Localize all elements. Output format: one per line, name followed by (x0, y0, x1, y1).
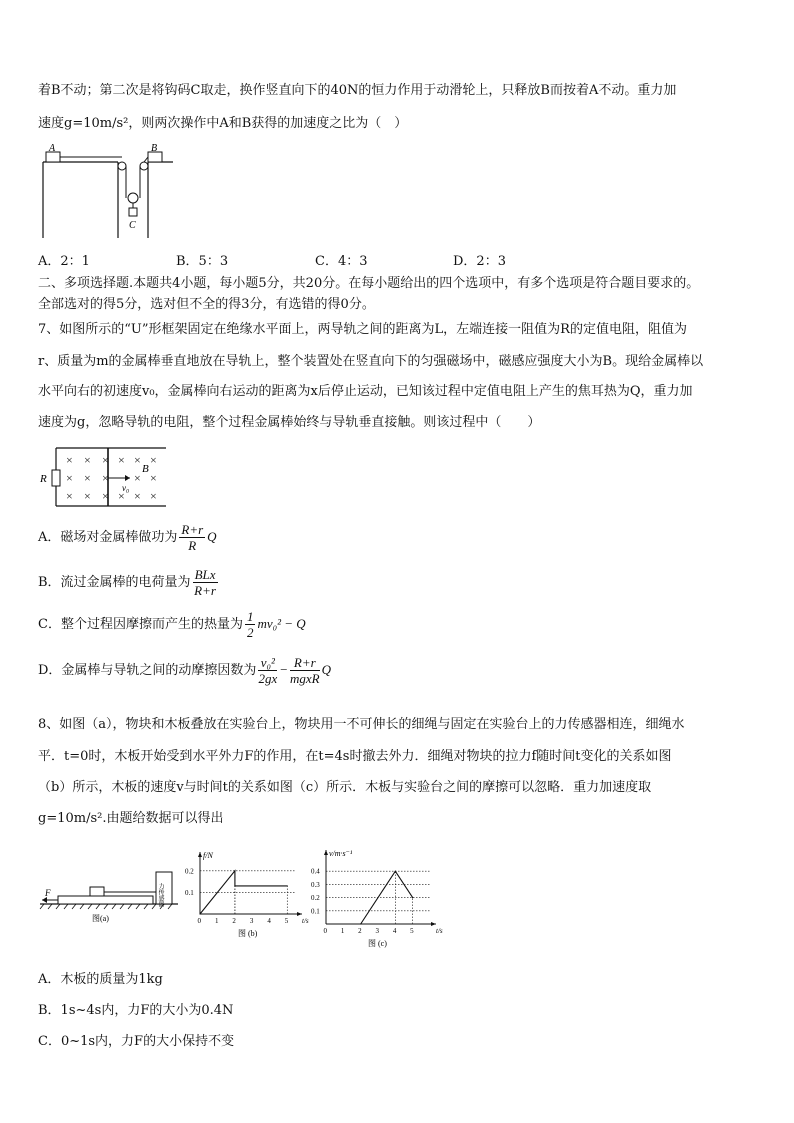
q7-option-a: A．磁场对金属棒做功为 $\frac{R+r}{R}$ Q (38, 522, 217, 553)
x-tick-label: 3 (249, 917, 254, 925)
q8-stem-line1: 8、如图（a），物块和木板叠放在实验台上，物块用一不可伸长的细绳与固定在实验台上的力传感器相连，细绳水 (38, 717, 685, 732)
q8-option-b: B．1s~4s内，力F的大小为0.4N (38, 1003, 234, 1018)
q8-stem-line3: （b）所示，木板的速度v与时间t的关系如图（c）所示．木板与实验台之间的摩擦可以忽略．重力加速度取 (38, 780, 652, 795)
q6-option-b: B．5：3 (176, 254, 229, 269)
q8-option-c: C．0~1s内，力F的大小保持不变 (38, 1034, 235, 1049)
q8-chart-b (186, 842, 316, 950)
resistor (52, 470, 60, 486)
chart-title: 图 (c) (368, 939, 387, 948)
x-tick-label: 5 (410, 927, 414, 935)
svg-text:×: × (118, 489, 125, 503)
svg-text:×: × (84, 489, 91, 503)
q8-option-a: A．木板的质量为1kg (38, 972, 163, 987)
y-tick-label: 0.2 (311, 894, 320, 903)
q7-stem-line4: 速度为g，忽略导轨的电阻，整个过程金属棒始终与导轨垂直接触。则该过程中（ ） (38, 415, 541, 430)
y-axis-label: f/N (203, 851, 213, 860)
data-point (360, 923, 361, 924)
q8-stem-line2: 平．t=0时，木板开始受到水平外力F的作用，在t=4s时撤去外力．细绳对物块的拉力f随时间t变化的关系如图 (38, 749, 672, 764)
x-axis-label: t/s (302, 917, 309, 925)
data-point (234, 885, 235, 886)
svg-text:×: × (66, 453, 73, 467)
label-a: A (49, 143, 56, 154)
q8-chart-c (310, 842, 444, 954)
svg-text:×: × (134, 471, 141, 485)
q7-stem-line3: 水平向右的初速度v₀，金属棒向右运动的距离为x后停止运动，已知该过程中定值电阻上产生的焦耳热为Q，重力加 (38, 384, 693, 399)
board (58, 896, 153, 904)
x-tick-label: 3 (375, 927, 379, 935)
q8-stem-line4: g=10m/s².由题给数据可以得出 (38, 811, 224, 826)
q7-option-d: D．金属棒与导轨之间的动摩擦因数为 $\frac{\text{v₀²}}{2gx}$ − $\frac{R+r}{\text{mgxR}}$ Q (38, 655, 331, 686)
y-tick-label: 0.4 (311, 867, 320, 876)
x-tick-label: 1 (214, 917, 219, 925)
x-tick-label: 2 (232, 917, 236, 925)
svg-text:×: × (102, 489, 109, 503)
data-point (199, 913, 200, 914)
svg-text:×: × (102, 471, 109, 485)
weight-c (129, 208, 137, 216)
data-point (287, 885, 288, 886)
x-tick-label: 4 (267, 917, 271, 925)
q7-u-frame-figure (38, 444, 170, 512)
q6-option-a: A．2：1 (38, 254, 90, 269)
q7-option-c: C．整个过程因摩擦而产生的热量为 $\frac{1}{2}$ mv₀² − Q (38, 609, 306, 640)
q7-stem-line2: r、质量为m的金属棒垂直地放在导轨上，整个装置处在竖直向下的匀强磁场中，磁感应强度大小为B。现给金属棒以 (38, 354, 704, 369)
fig-a-caption: 图(a) (92, 914, 109, 923)
q7-option-b: B．流过金属棒的电荷量为 $\frac{\text{BLx}}{R+r}$ (38, 567, 216, 598)
svg-text:×: × (102, 453, 109, 467)
svg-text:×: × (150, 471, 157, 485)
y-tick-label: 0.2 (185, 867, 194, 876)
x-tick-label: 0 (197, 917, 201, 925)
data-point (234, 870, 235, 871)
x-tick-label: 4 (392, 927, 397, 935)
force-label: F (45, 888, 51, 898)
svg-text:×: × (150, 453, 157, 467)
svg-text:×: × (84, 471, 91, 485)
svg-text:×: × (66, 489, 73, 503)
q8-figure-a (38, 866, 178, 926)
svg-text:×: × (118, 453, 125, 467)
q6-option-d: D．2：3 (453, 254, 506, 269)
q6-stem-line1: 着B不动；第二次是将钩码C取走，换作竖直向下的40N的恒力作用于动滑轮上，只释放B而按着A不动。重力加 (38, 83, 677, 98)
y-tick-label: 0.3 (311, 880, 320, 889)
label-c: C (129, 220, 136, 231)
force-sensor-label: 力传感器 (157, 883, 163, 907)
x-tick-label: 2 (358, 927, 362, 935)
x-tick-label: 1 (340, 927, 345, 935)
svg-text:×: × (134, 489, 141, 503)
chart-title: 图 (b) (238, 929, 258, 938)
q6-option-c: C．4：3 (315, 254, 368, 269)
svg-text:×: × (66, 471, 73, 485)
section-header-line2: 全部选对的得5分，选对但不全的得3分，有选错的得0分。 (38, 297, 375, 312)
x-tick-label: 5 (284, 917, 289, 925)
block (90, 887, 104, 896)
resistor-label: R (40, 473, 47, 485)
y-tick-label: 0.1 (311, 907, 320, 916)
svg-text:×: × (84, 453, 91, 467)
y-axis-label: v/m·s⁻¹ (329, 849, 353, 858)
label-b: B (151, 143, 158, 154)
y-tick-label: 0.1 (185, 888, 194, 897)
q6-pulley-figure (38, 140, 178, 240)
q6-stem-line2: 速度g=10m/s²，则两次操作中A和B获得的加速度之比为（ ） (38, 116, 408, 131)
velocity-label: v₀ (122, 483, 130, 493)
data-point (395, 871, 396, 872)
svg-text:×: × (150, 489, 157, 503)
svg-text:×: × (134, 453, 141, 467)
q7-stem-line1: 7、如图所示的“U”形框架固定在绝缘水平面上，两导轨之间的距离为L，左端连接一阻值为R的定值电阻，阻值为 (38, 322, 687, 337)
field-label-b: B (142, 463, 149, 475)
x-tick-label: 0 (323, 927, 327, 935)
section-header-line1: 二、多项选择题.本题共4小题，每小题5分，共20分。在每小题给出的四个选项中，有多个选项是符合题目要求的。 (38, 276, 700, 291)
data-point (412, 897, 413, 898)
x-axis-label: t/s (436, 927, 443, 935)
